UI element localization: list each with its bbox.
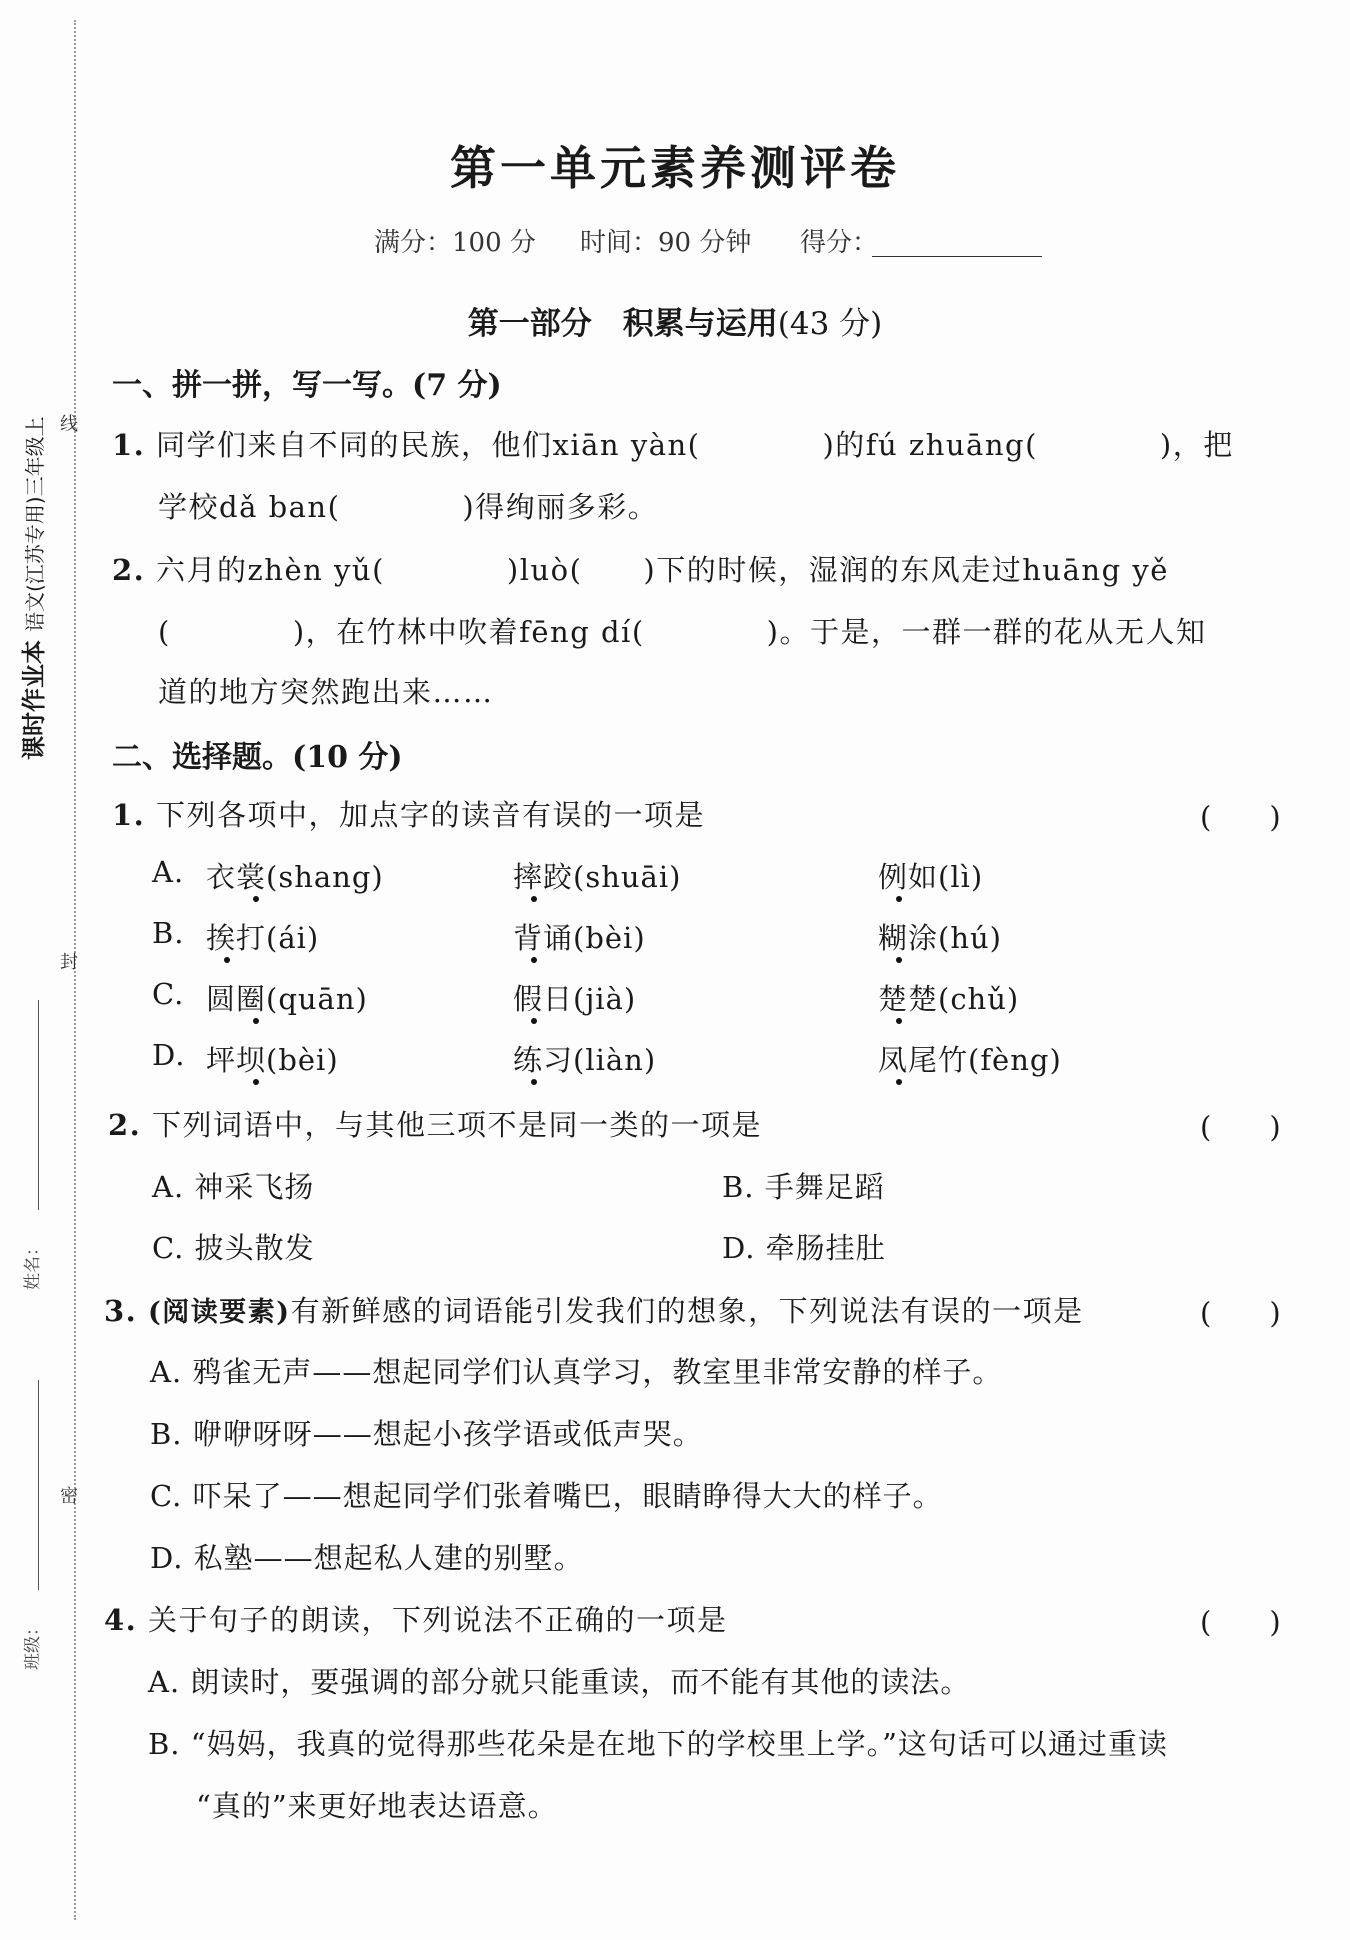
q3-option-c: C. 吓呆了——想起同学们张着嘴巴，眼睛睁得大大的样子。 — [150, 1479, 943, 1513]
seal-char-tight: 密 — [60, 1486, 78, 1507]
q2-option-b: B. 手舞足蹈 — [722, 1170, 885, 1204]
answer-paren-q4[interactable]: ( ) — [1200, 1605, 1281, 1639]
margin-book-title — [14, 416, 49, 760]
s2-q4-text: 关于句子的朗读，下列说法不正确的一项是 — [148, 1603, 728, 1637]
q1-row-d-label: D. — [152, 1038, 186, 1072]
question-number: 1. — [112, 798, 146, 832]
emphasis-dot — [531, 1079, 537, 1085]
q1-row-d-item1: 坪坝(bèi) — [206, 1043, 339, 1077]
q1-row-b-item1: 挨打(ái) — [206, 921, 320, 955]
part1-heading — [0, 298, 1350, 343]
name-write-line[interactable] — [38, 1000, 39, 1210]
q4-option-a: A. 朗读时，要强调的部分就只能重读，而不能有其他的读法。 — [148, 1665, 971, 1699]
margin-class-label: 班级： — [23, 1619, 43, 1670]
answer-paren-q1[interactable]: ( ) — [1200, 800, 1281, 834]
s1-q2-text1: 六月的zhèn yǔ( )luò( )下的时候，湿润的东风走过huāng yě — [156, 553, 1169, 587]
q1-row-a-item3: 例如(lì) — [878, 860, 984, 894]
s2-q2-stem — [108, 1103, 762, 1144]
class-write-line[interactable] — [38, 1380, 39, 1590]
margin-name-label: 姓名： — [23, 1239, 43, 1290]
q2-option-d: D. 牵肠挂肚 — [722, 1231, 886, 1265]
s1-q1-line1 — [112, 423, 1234, 464]
q1-row-b-label: B. — [152, 916, 185, 950]
q1-row-d-item3: 凤尾竹(fèng) — [878, 1043, 1062, 1077]
answer-paren-q3[interactable]: ( ) — [1200, 1296, 1281, 1330]
q1-row-c-item3: 楚楚(chǔ) — [878, 982, 1020, 1016]
s1-q2-line2: ( )，在竹林中吹着fēng dí( )。于是，一群一群的花从无人知 — [158, 615, 1207, 649]
s1-q2-line3: 道的地方突然跑出来…… — [158, 675, 494, 709]
q1-row-c-item2: 假日(jià) — [513, 982, 637, 1016]
emphasis-dot — [896, 1018, 902, 1024]
question-number: 4. — [104, 1603, 138, 1637]
q3-option-d: D. 私塾——想起私人建的别墅。 — [150, 1541, 584, 1575]
emphasis-dot — [253, 1018, 259, 1024]
q2-option-a: A. 神采飞扬 — [152, 1170, 315, 1204]
emphasis-dot — [896, 957, 902, 963]
question-number: 2. — [108, 1108, 142, 1142]
emphasis-dot — [896, 896, 902, 902]
q2-option-c: C. 披头散发 — [152, 1231, 315, 1265]
question-number: 3. — [104, 1294, 138, 1328]
part1-score: (43 分) — [777, 306, 883, 342]
s2-q3-text: 有新鲜感的词语能引发我们的想象，下列说法有误的一项是 — [290, 1294, 1084, 1328]
section2-title: 二、选择题。(10 分) — [112, 740, 403, 775]
answer-paren-q2[interactable]: ( ) — [1200, 1110, 1281, 1144]
margin-subject: 语文(江苏专用)三年级上 — [23, 416, 47, 632]
s2-q2-text: 下列词语中，与其他三项不是同一类的一项是 — [152, 1108, 763, 1142]
emphasis-dot — [531, 1018, 537, 1024]
emphasis-dot — [531, 896, 537, 902]
s2-q4-stem — [104, 1598, 728, 1639]
question-number: 2. — [112, 553, 146, 587]
s1-q1-text1: 同学们来自不同的民族，他们xiān yàn( )的fú zhuāng( )，把 — [156, 428, 1234, 462]
section1-title: 一、拼一拼，写一写。(7 分) — [112, 368, 502, 403]
question-number: 1. — [112, 428, 146, 462]
q4-option-b-cont: “真的”来更好地表达语意。 — [196, 1789, 558, 1823]
full-score: 满分：100 分 — [374, 228, 536, 258]
s1-q2-line1 — [112, 548, 1169, 589]
emphasis-dot — [896, 1079, 902, 1085]
emphasis-dot — [224, 957, 230, 963]
q1-row-a-item2: 摔跤(shuāi) — [513, 860, 682, 894]
emphasis-dot — [531, 957, 537, 963]
score-blank[interactable] — [872, 256, 1042, 257]
emphasis-dot — [253, 896, 259, 902]
s2-q1-text: 下列各项中，加点字的读音有误的一项是 — [156, 798, 706, 832]
q1-row-c-item1: 圆圈(quān) — [206, 982, 368, 1016]
q1-row-a-item1: 衣裳(shang) — [206, 860, 384, 894]
emphasis-dot — [253, 1079, 259, 1085]
s1-q1-line2: 学校dǎ ban( )得绚丽多彩。 — [158, 490, 659, 524]
s2-q3-stem — [104, 1289, 1084, 1330]
seal-char-seal: 封 — [60, 952, 78, 973]
time-limit: 时间：90 分钟 — [580, 228, 752, 258]
q1-row-b-item3: 糊涂(hú) — [878, 921, 1002, 955]
q1-row-c-label: C. — [152, 977, 185, 1011]
page-title: 第一单元素养测评卷 — [450, 141, 900, 195]
q1-row-d-item2: 练习(liàn) — [513, 1043, 657, 1077]
q3-option-a: A. 鸦雀无声——想起同学们认真学习，教室里非常安静的样子。 — [150, 1355, 1003, 1389]
seal-char-line: 线 — [60, 414, 78, 435]
score-label: 得分： — [800, 228, 879, 258]
q3-option-b: B. 咿咿呀呀——想起小孩学语或低声哭。 — [150, 1417, 703, 1451]
margin-book-name: 课时作业本 — [20, 640, 48, 760]
q4-option-b: B. “妈妈，我真的觉得那些花朵是在地下的学校里上学。”这句话可以通过重读 — [148, 1727, 1168, 1761]
reading-element-tag: (阅读要素) — [148, 1297, 291, 1328]
s2-q1-stem — [112, 793, 705, 834]
part1-title: 第一部分 积累与运用 — [467, 306, 778, 342]
q1-row-a-label: A. — [152, 855, 185, 889]
q1-row-b-item2: 背诵(bèi) — [513, 921, 646, 955]
